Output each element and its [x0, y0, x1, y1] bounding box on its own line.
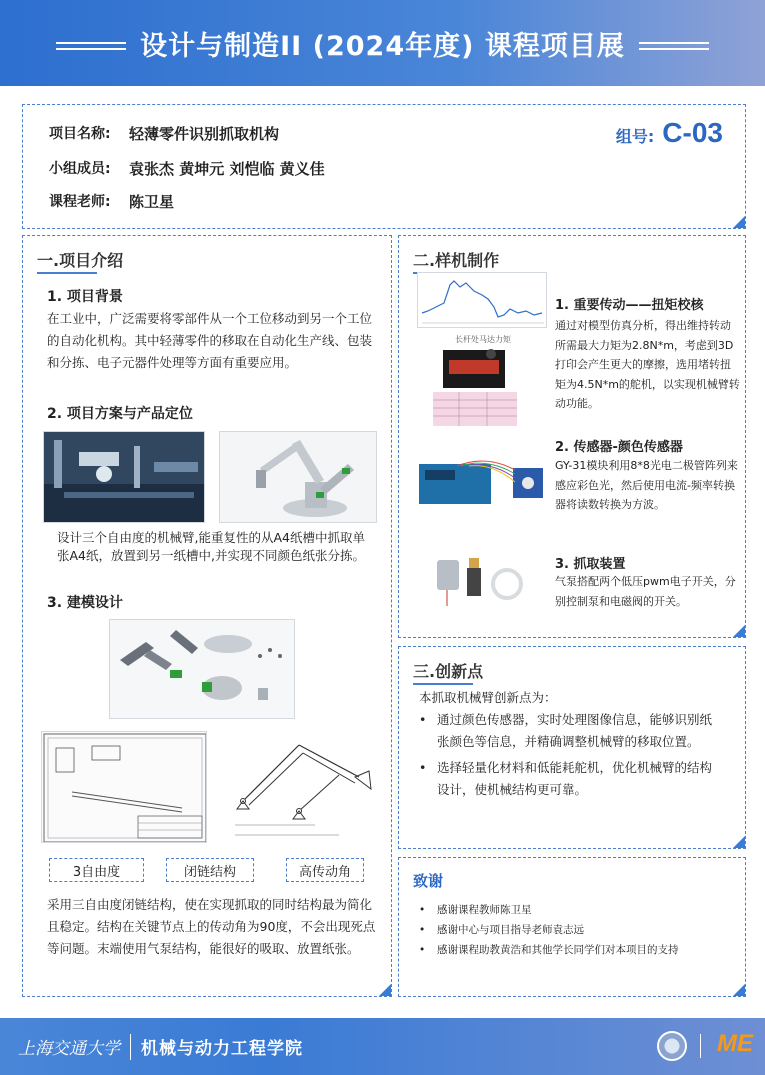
scheme-heading: 2. 项目方案与产品定位	[47, 406, 193, 422]
teacher-row	[49, 191, 174, 212]
thanks-item: • 感谢课程助教黄浩和其他学长同学们对本项目的支持	[417, 940, 733, 960]
corner-decor	[733, 216, 745, 228]
modeling-heading: 3. 建模设计	[47, 595, 123, 611]
tag-closed-chain	[166, 858, 254, 882]
scheme-text: 设计三个自由度的机械臂,能重复性的从A4纸槽中抓取单张A4纸，放置到另一纸槽中,并实现不同颜色纸张分拣。	[57, 530, 365, 563]
innovation-item: • 通过颜色传感器，实时处理图像信息，能够识别纸张颜色等信息，并精确调整机械臂的移取位置。	[417, 709, 719, 753]
project-name-row	[49, 123, 279, 144]
sensor-heading: 2. 传感器-颜色传感器	[555, 440, 683, 455]
engineering-drawing	[41, 731, 207, 843]
innovation-lead: 本抓取机械臂创新点为：	[419, 690, 557, 705]
corner-decor	[733, 984, 745, 996]
teacher-label: 课程老师:	[49, 194, 111, 210]
prototype-panel	[398, 235, 746, 638]
thanks-title: 致谢	[413, 872, 444, 890]
poster-footer	[0, 1018, 765, 1075]
school-name: 机械与动力工程学院	[141, 1039, 303, 1059]
thanks-item: • 感谢课程教师陈卫星	[417, 900, 733, 920]
thanks-item: • 感谢中心与项目指导老师袁志远	[417, 920, 733, 940]
exploded-view-image	[109, 619, 295, 719]
university-name: 上海交通大学	[18, 1039, 120, 1059]
project-name-label: 项目名称:	[49, 126, 111, 142]
pump-image	[431, 554, 527, 612]
university-seal-icon	[657, 1031, 687, 1061]
intro-panel	[22, 235, 392, 997]
torque-curve-image	[417, 272, 547, 328]
tag-dof-label: 3自由度	[72, 864, 121, 880]
header-decor-left	[56, 42, 126, 44]
group-value: C-03	[662, 117, 723, 148]
group-number	[616, 117, 723, 149]
corner-decor	[733, 836, 745, 848]
poster-header	[0, 0, 765, 86]
background-text: 在工业中，广泛需要将零部件从一个工位移动到另一个工位的自动化机构。其中轻薄零件的移取在自动化生产线、包装和分拣、电子元器件处理等方面有重要应用。	[47, 311, 373, 370]
innovation-item: • 选择轻量化材料和低能耗舵机，优化机械臂的结构设计，使机械结构更可靠。	[417, 757, 719, 801]
footer-divider	[130, 1034, 131, 1060]
sensor-wiring-image	[417, 458, 547, 508]
modeling-text: 采用三自由度闭链结构，使在实现抓取的同时结构最为简化且稳定。结构在关键节点上的传动角为90度，不会出现死点等问题。末端使用气泵结构，能很好的吸取、放置纸张。	[47, 897, 376, 956]
torque-heading: 1. 重要传动——扭矩校核	[555, 298, 704, 313]
corner-decor	[379, 984, 391, 996]
arm-render-image	[219, 431, 377, 523]
footer-divider	[700, 1034, 701, 1058]
innovation-panel	[398, 646, 746, 849]
mechanism-diagram	[219, 731, 377, 843]
me-logo: ME	[717, 1030, 753, 1057]
intro-title: 一.项目介绍	[37, 248, 123, 271]
project-name: 轻薄零件识别抓取机构	[129, 125, 280, 143]
members-row	[49, 158, 325, 179]
thanks-panel	[398, 857, 746, 997]
innovation-list	[417, 709, 719, 801]
grabber-heading: 3. 抓取装置	[555, 557, 626, 572]
header-decor-right	[639, 42, 709, 44]
thanks-list	[417, 900, 733, 960]
members-label: 小组成员:	[49, 161, 111, 177]
project-info-panel	[22, 104, 746, 229]
tag-transmission-angle	[286, 858, 364, 882]
tag-dof	[49, 858, 144, 882]
torque-text: 通过对模型仿真分析，得出维持转动所需最大力矩为2.8N*m，考虑到3D打印会产生更大的摩擦，选用堵转扭矩为4.5N*m的舵机，以实现机械臂转动功能。	[555, 319, 740, 410]
corner-decor	[733, 625, 745, 637]
chart-caption: 长杆处马达力矩	[455, 335, 511, 344]
background-heading: 1. 项目背景	[47, 289, 123, 305]
members: 袁张杰 黄坤元 刘恺临 黄义佳	[129, 160, 325, 178]
servo-image	[429, 346, 521, 428]
factory-photo	[43, 431, 205, 523]
group-label: 组号:	[615, 127, 655, 146]
innovation-title: 三.创新点	[413, 659, 483, 682]
poster-title: 设计与制造II (2024年度) 课程项目展	[140, 30, 625, 62]
tag-closed-chain-label: 闭链结构	[183, 864, 236, 880]
grabber-text: 气泵搭配两个低压pwm电子开关，分别控制泵和电磁阀的开关。	[555, 575, 736, 608]
teacher: 陈卫星	[129, 193, 175, 211]
prototype-title: 二.样机制作	[413, 248, 499, 271]
sensor-text: GY-31模块利用8*8光电二极管阵列来感应彩色光，然后使用电流-频率转换器将读数转换为方波。	[555, 459, 738, 511]
tag-transmission-angle-label: 高传动角	[298, 864, 351, 880]
